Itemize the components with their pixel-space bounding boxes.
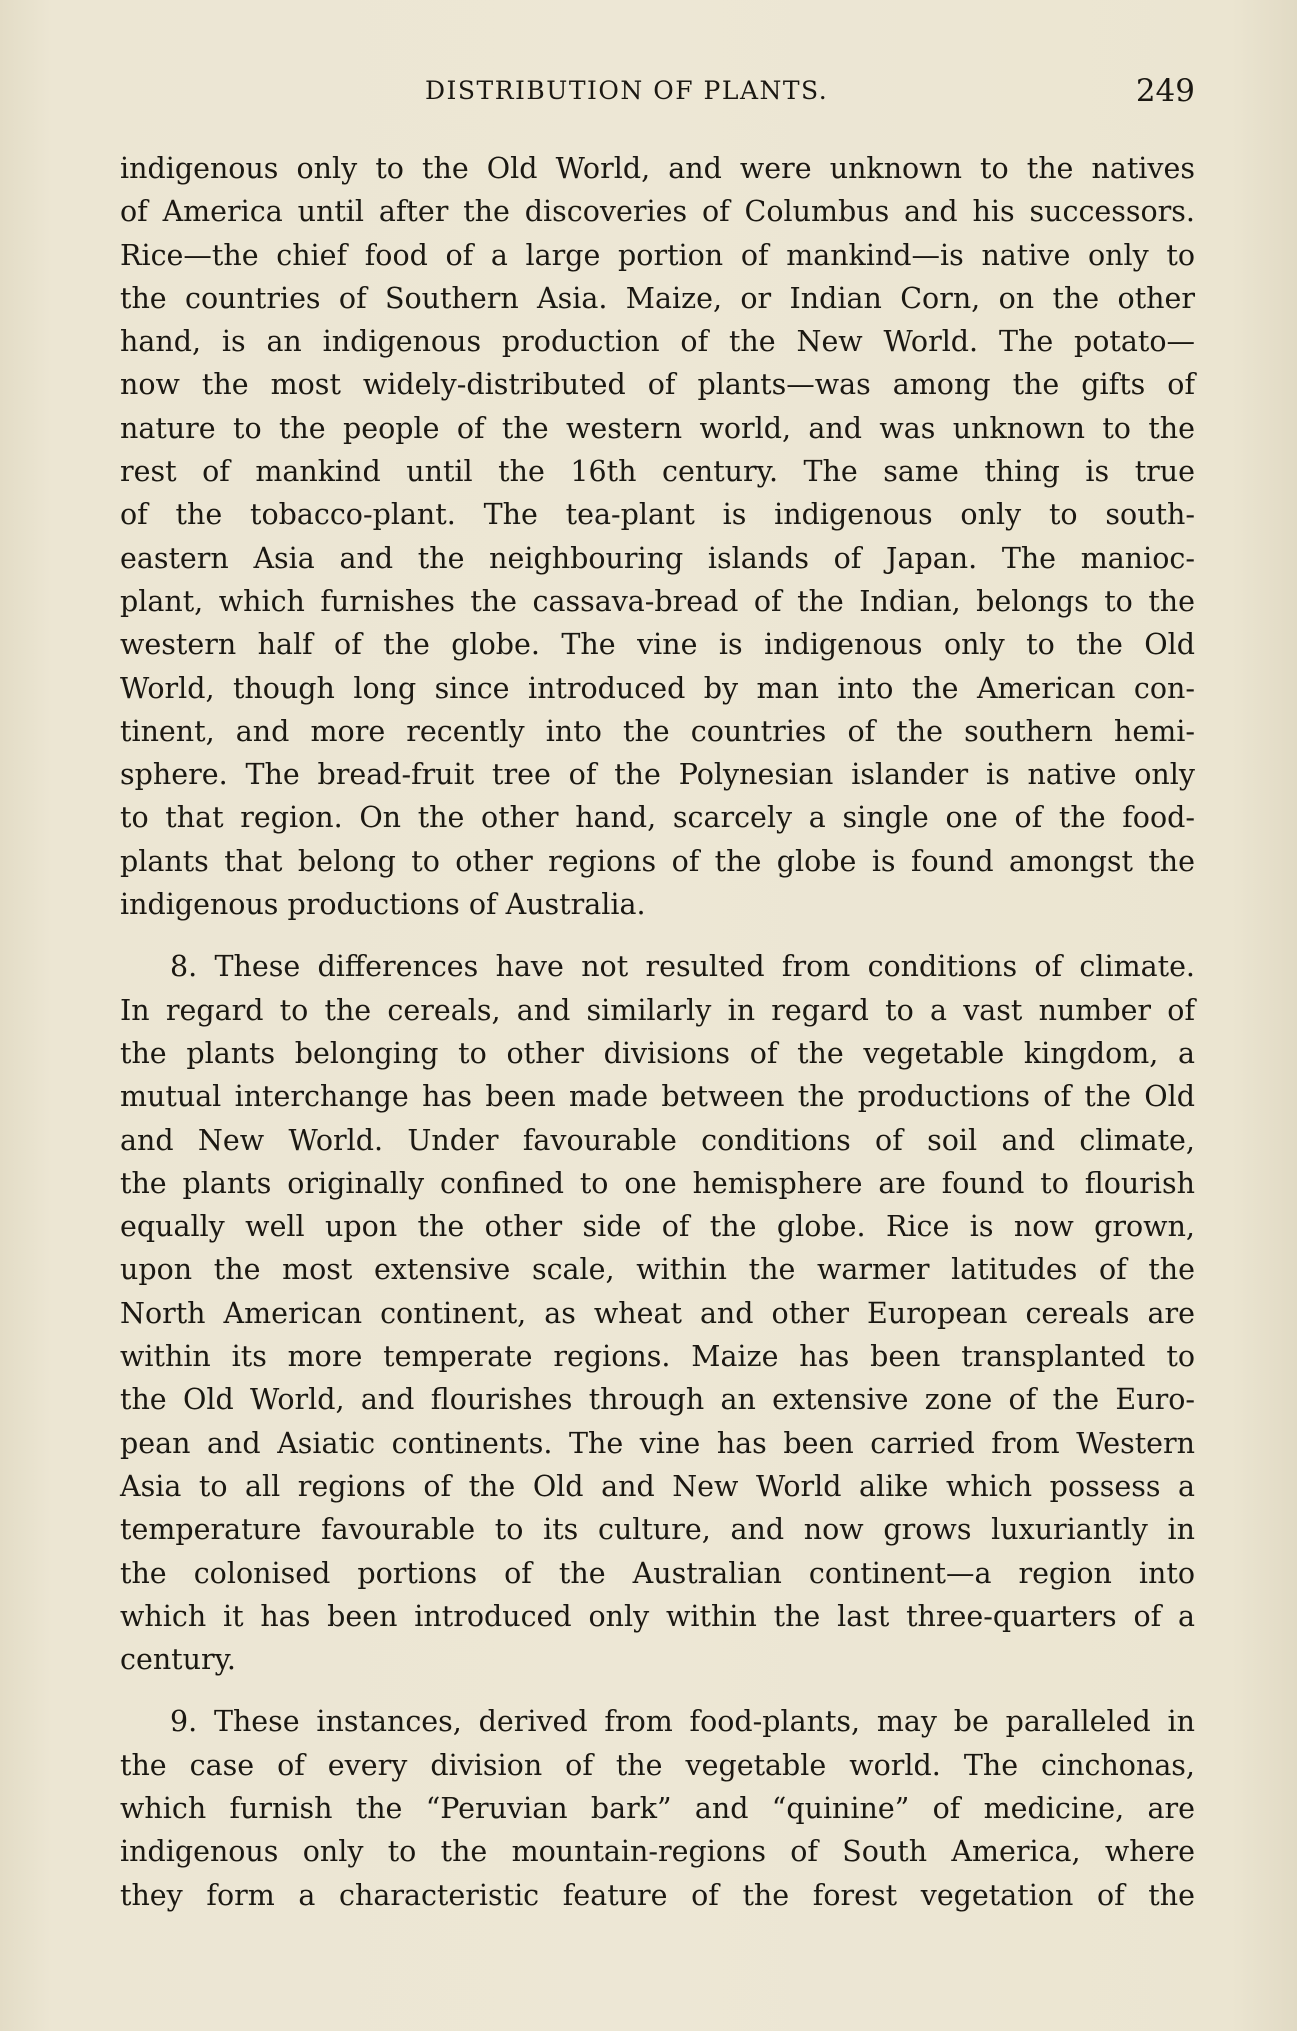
text-line: In regard to the cereals, and similarly in regard to a vast number of [120,993,1195,1027]
text-line: the Old World, and flourishes through an extensive zone of the Euro- [120,1383,1195,1417]
text-line: 8. These differences have not resulted from conditions of climate. [170,950,1195,984]
text-line: pean and Asiatic continents. The vine has been carried from Western [120,1426,1195,1460]
text-line: plants that belong to other regions of the globe is found amongst the [120,844,1195,878]
text-line: equally well upon the other side of the globe. Rice is now grown, [120,1210,1195,1244]
text-line: within its more temperate regions. Maize has been transplanted to [120,1340,1195,1374]
text-line: indigenous only to the Old World, and were unknown to the natives [120,152,1195,185]
text-line: sphere. The bread-fruit tree of the Polynesian islander is native only [120,758,1195,792]
text-line: which it has been introduced only within the last three-quarters of a [120,1599,1195,1633]
text-line: the case of every division of the vegetable world. The cinchonas, [120,1748,1195,1782]
text-line: North American continent, as wheat and other European cereals are [120,1296,1195,1330]
text-line: the colonised portions of the Australian continent—a region into [120,1556,1195,1590]
running-title: DISTRIBUTION OF PLANTS. [425,76,829,105]
text-line: mutual interchange has been made between the productions of the Old [120,1080,1195,1114]
text-line: the plants originally confined to one hemisphere are found to flourish [120,1166,1195,1200]
text-line: temperature favourable to its culture, and now grows luxuriantly in [120,1513,1195,1547]
text-line: indigenous only to the mountain-regions of South America, where [120,1835,1195,1869]
text-line: Asia to all regions of the Old and New World alike which possess a [120,1469,1195,1503]
text-line: which furnish the “Peruvian bark” and “quinine” of medicine, are [120,1791,1195,1825]
text-line: the countries of Southern Asia. Maize, or Indian Corn, on the other [120,281,1195,315]
text-line: to that region. On the other hand, scarcely a single one of the food- [120,801,1195,835]
text-line: indigenous productions of Australia. [120,888,646,922]
text-line: hand, is an indigenous production of the New World. The potato— [120,325,1195,359]
paragraph-continuation [120,147,1195,926]
text-line: rest of mankind until the 16th century. The same thing is true [120,455,1195,489]
text-line: of America until after the discoveries of Columbus and his successors. [120,195,1195,229]
paragraph-gap [120,926,1195,945]
text-line: the plants belonging to other divisions of the vegetable kingdom, a [120,1036,1195,1070]
paragraph-8 [120,945,1195,1681]
text-line: World, though long since introduced by man into the American con- [120,671,1195,705]
text-line: upon the most extensive scale, within the warmer latitudes of the [120,1253,1195,1287]
text-line: eastern Asia and the neighbouring islands of Japan. The manioc- [120,541,1195,575]
text-line: they form a characteristic feature of the forest vegetation of the [120,1878,1195,1912]
text-line: and New World. Under favourable conditions of soil and climate, [120,1123,1195,1157]
text-line: Rice—the chief food of a large portion of mankind—is native only to [120,238,1195,272]
text-line: tinent, and more recently into the countries of the southern hemi- [120,714,1195,748]
text-line: century. [120,1643,236,1677]
text-line: nature to the people of the western world, and was unknown to the [120,411,1195,445]
page-header [120,73,1195,116]
paragraph-9 [120,1700,1195,1916]
text-line: 9. These instances, derived from food-plants, may be paralleled in [170,1705,1195,1739]
text-line: now the most widely-distributed of plants—was among the gifts of [120,368,1195,402]
page-number: 249 [1135,73,1195,109]
text-body [120,147,1195,1917]
text-line: plant, which furnishes the cassava-bread of the Indian, belongs to the [120,584,1195,618]
text-line: of the tobacco-plant. The tea-plant is indigenous only to south- [120,498,1195,532]
text-line: western half of the globe. The vine is indigenous only to the Old [120,628,1195,662]
paragraph-gap [120,1681,1195,1700]
